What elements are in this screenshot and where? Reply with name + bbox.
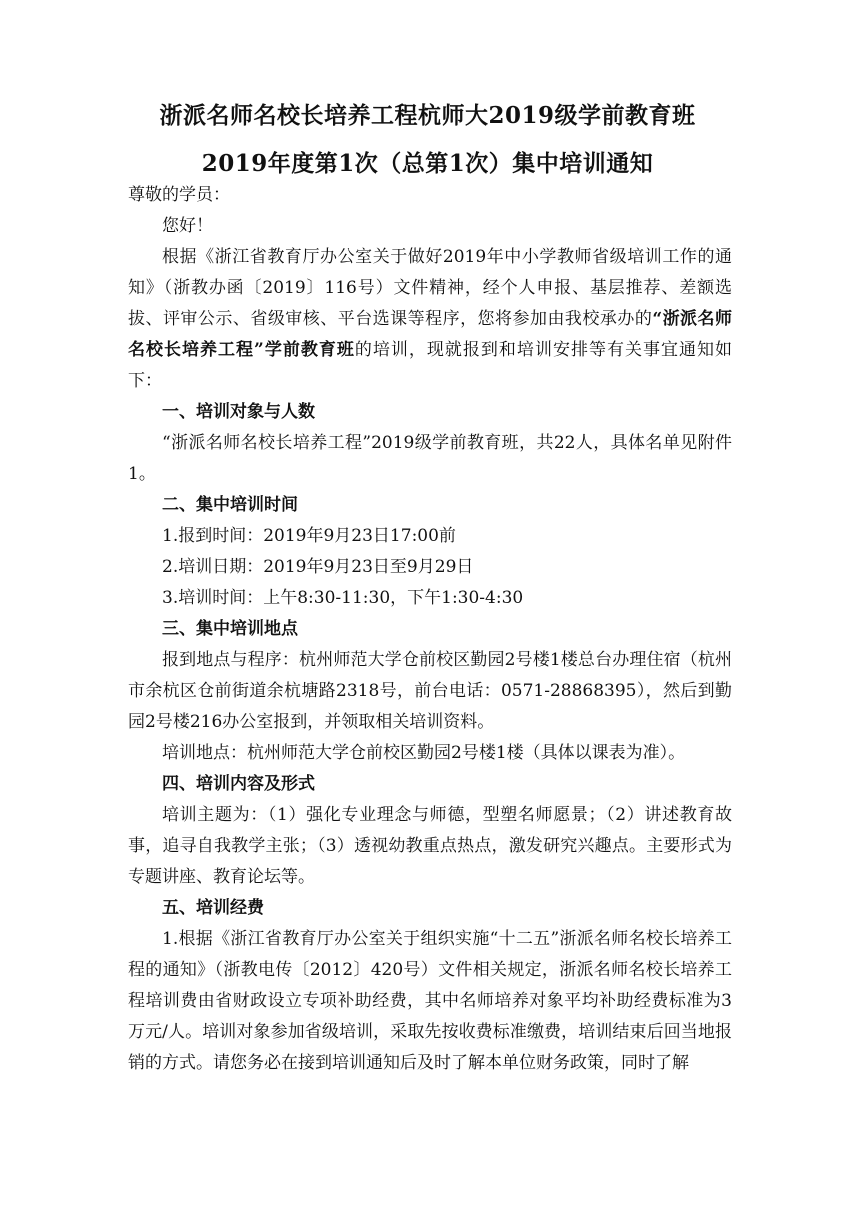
- section-1-text: “浙派名师名校长培养工程”2019级学前教育班，共22人，具体名单见附件1。: [128, 433, 732, 484]
- section-2-item-2: 2.培训日期：2019年9月23日至9月29日: [162, 557, 474, 577]
- greeting: 您好！: [162, 216, 213, 236]
- section-4-text: 培训主题为：（1）强化专业理念与师德，型塑名师愿景；（2）讲述教育故事，追寻自我教学主张；（3）透视幼教重点热点，激发研究兴趣点。主要形式为专题讲座、教育论坛等。: [128, 805, 732, 887]
- intro-text-part-1: 根据《浙江省教育厅办公室关于做好2019年中小学教师省级培训工作的通知》（浙教办函〔2019〕116号）文件精神，经个人申报、基层推荐、差额选拔、评审公示、省级审核、平台选课等程序，您将参加由我校承办的: [128, 247, 732, 329]
- section-2-heading: 二、集中培训时间: [162, 495, 298, 515]
- section-4-heading: 四、培训内容及形式: [162, 774, 315, 794]
- section-3-heading: 三、集中培训地点: [162, 619, 298, 639]
- salutation: 尊敬的学员：: [128, 185, 230, 205]
- section-1-heading: 一、培训对象与人数: [162, 402, 315, 422]
- intro-bold-program-name: “浙派名师名校长培养工程”学前教育班: [128, 309, 732, 360]
- document-title-line-1: 浙派名师名校长培养工程杭师大2019级学前教育班: [159, 102, 696, 129]
- section-2-item-3: 3.培训时间：上午8:30-11:30，下午1:30-4:30: [162, 588, 524, 608]
- section-2-item-1: 1.报到时间：2019年9月23日17:00前: [162, 526, 456, 546]
- document-title-line-2: 2019年度第1次（总第1次）集中培训通知: [201, 150, 654, 177]
- intro-paragraph: [128, 242, 732, 397]
- section-5-heading: 五、培训经费: [162, 898, 264, 918]
- intro-text-part-2: 的培训，现就报到和培训安排等有关事宜通知如下：: [128, 340, 733, 391]
- document-body: [128, 180, 732, 1079]
- section-3-text-1: 报到地点与程序：杭州师范大学仓前校区勤园2号楼1楼总台办理住宿（杭州市余杭区仓前街道余杭塘路2318号，前台电话：0571-28868395），然后到勤园2号楼216办公室报到，并领取相关培训资料。: [128, 650, 732, 732]
- section-5-text: 1.根据《浙江省教育厅办公室关于组织实施“十二五”浙派名师名校长培养工程的通知》（浙教电传〔2012〕420号）文件相关规定，浙派名师名校长培养工程培训费由省财政设立专项补助经费，其中名师培养对象平均补助经费标准为3万元/人。培训对象参加省级培训，采取先按收费标准缴费，培训结束后回当地报销的方式。请您务必在接到培训通知后及时了解本单位财务政策，同时了解: [128, 929, 732, 1073]
- section-3-text-2: 培训地点：杭州师范大学仓前校区勤园2号楼1楼（具体以课表为准）。: [162, 743, 686, 763]
